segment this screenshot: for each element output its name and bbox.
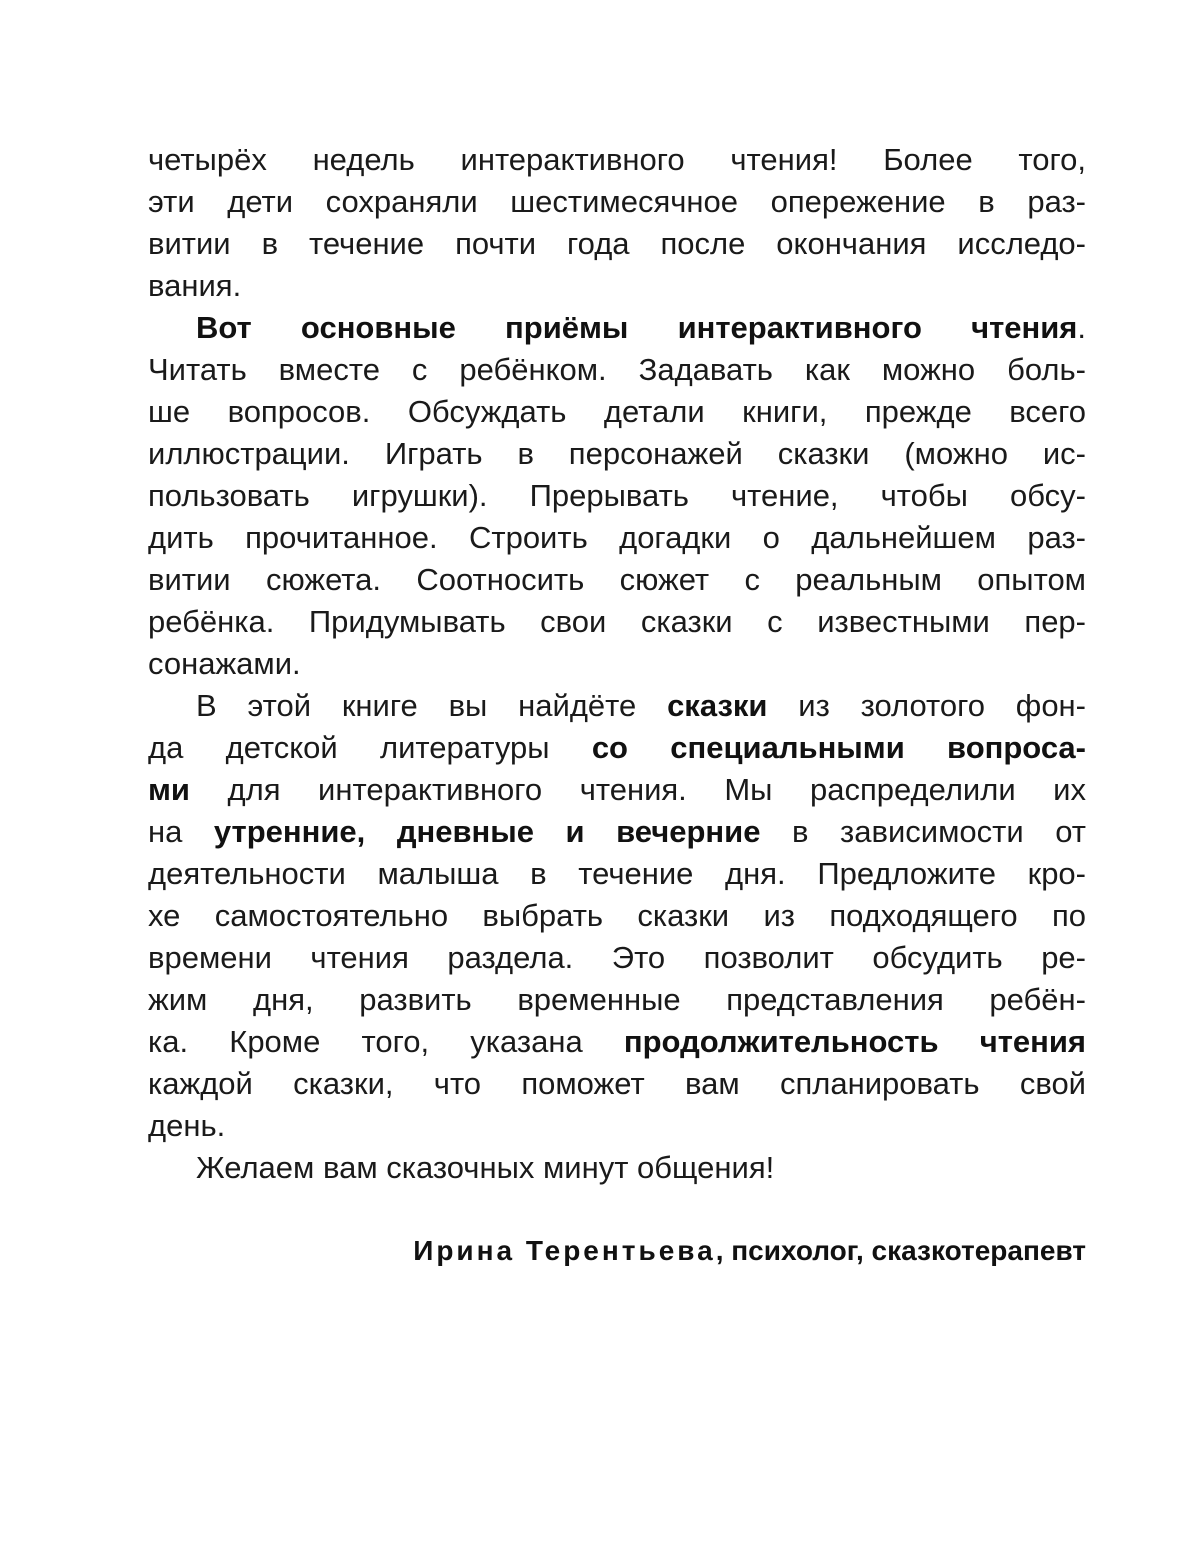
bold-fragment: сказки — [667, 688, 768, 723]
bold-fragment: утренние, дневные и вечерние — [213, 814, 761, 849]
text-line: каждой сказки, что поможет вам спланировать свой — [148, 1066, 1086, 1101]
bold-fragment: продолжительность чтения — [623, 1024, 1086, 1059]
text-fragment: ка. Кроме того, указана — [148, 1024, 624, 1059]
text-line — [148, 1021, 1086, 1063]
text-fragment: . — [1077, 310, 1086, 345]
text-fragment: в зависимости от — [760, 814, 1086, 849]
text-line: жим дня, развить временные представления ребён- — [148, 982, 1086, 1017]
text-line: хе самостоятельно выбрать сказки из подходящего по — [148, 898, 1086, 933]
text-line: иллюстрации. Играть в персонажей сказки (можно ис- — [148, 436, 1086, 471]
paragraph-2 — [148, 307, 1086, 685]
paragraph-1 — [148, 139, 1086, 307]
text-line: сонажами. — [148, 646, 301, 681]
paragraph-3 — [148, 685, 1086, 1147]
text-line: времени чтения раздела. Это позволит обсудить ре- — [148, 940, 1086, 975]
text-line: ребёнка. Придумывать свои сказки с известными пер- — [148, 604, 1086, 639]
author-name: Ирина Терентьева — [413, 1235, 716, 1266]
text-fragment: для интерактивного чтения. Мы распределили их — [190, 772, 1086, 807]
text-line: ше вопросов. Обсуждать детали книги, прежде всего — [148, 394, 1086, 429]
text-line: вания. — [148, 268, 242, 303]
bold-fragment: ми — [148, 772, 190, 807]
text-line: витии сюжета. Соотносить сюжет с реальным опытом — [148, 562, 1086, 597]
text-line — [148, 307, 1086, 349]
text-line: эти дети сохраняли шестимесячное опережение в раз- — [148, 184, 1086, 219]
text-line — [148, 769, 1086, 811]
text-line: Читать вместе с ребёнком. Задавать как можно боль- — [148, 352, 1086, 387]
bold-fragment: со специальными вопроса- — [591, 730, 1086, 765]
document-body — [148, 139, 1086, 1189]
text-fragment: В этой книге вы найдёте — [196, 688, 668, 723]
text-line: деятельности малыша в течение дня. Предложите кро- — [148, 856, 1086, 891]
signature-separator: , — [715, 1235, 724, 1266]
text-fragment: из золотого фон- — [767, 688, 1086, 723]
text-line: пользовать игрушки). Прерывать чтение, чтобы обсу- — [148, 478, 1086, 513]
text-line — [148, 811, 1086, 853]
author-roles: психолог, сказкотерапевт — [723, 1235, 1086, 1266]
text-line: дить прочитанное. Строить догадки о дальнейшем раз- — [148, 520, 1086, 555]
author-signature — [148, 1230, 1086, 1272]
text-line: день. — [148, 1108, 226, 1143]
text-line — [148, 727, 1086, 769]
text-line: четырёх недель интерактивного чтения! Более того, — [148, 142, 1086, 177]
bold-heading: Вот основные приёмы интерактивного чтения — [196, 310, 1078, 345]
text-line — [148, 685, 1086, 727]
text-fragment: да детской литературы — [148, 730, 592, 765]
text-line: Желаем вам сказочных минут общения! — [196, 1150, 775, 1185]
paragraph-4 — [148, 1147, 1086, 1189]
text-line: витии в течение почти года после окончания исследо- — [148, 226, 1086, 261]
text-fragment: на — [148, 814, 214, 849]
